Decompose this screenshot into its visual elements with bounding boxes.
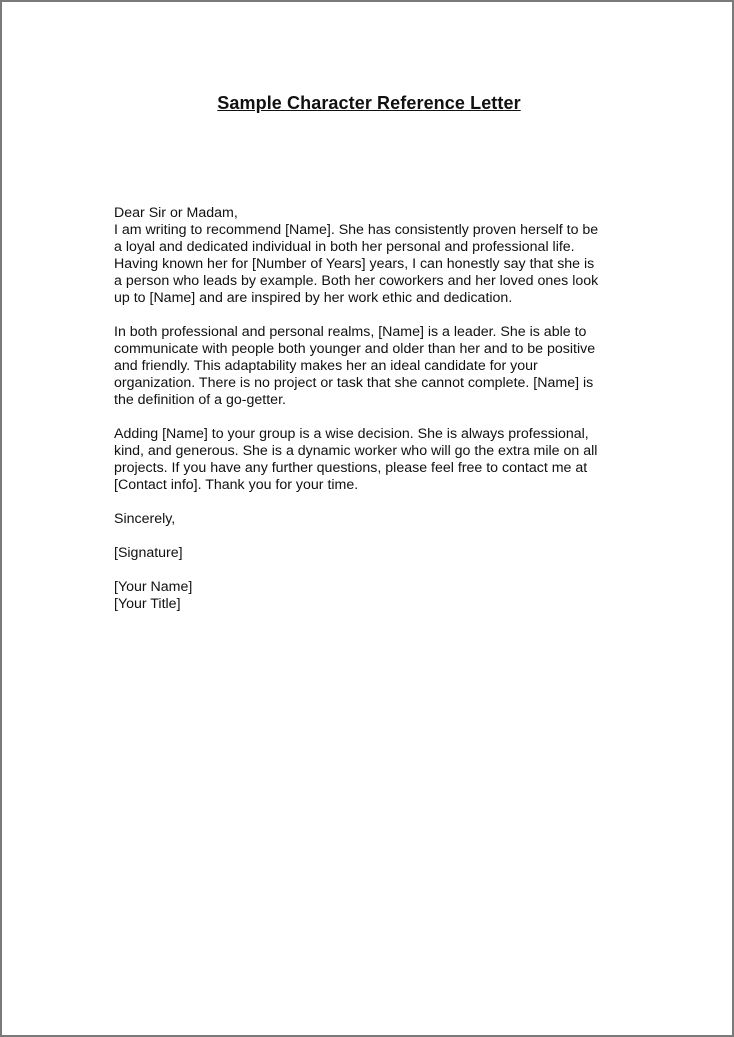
paragraph-leadership: In both professional and personal realms, [Name] is a leader. She is able to communicate with people both younger and older than her and to be positive and friendly. This adaptability makes her an ideal candidate for your organization. There is no project or task that she cannot complete. [Name] is the definition of a go-getter. <box>114 324 596 408</box>
your-title-placeholder: [Your Title] <box>114 596 181 612</box>
letter-body <box>114 205 624 613</box>
letter-title: Sample Character Reference Letter <box>217 93 521 113</box>
signature-placeholder: [Signature] <box>114 545 183 561</box>
closing: Sincerely, <box>114 511 176 527</box>
paragraph-conclusion: Adding [Name] to your group is a wise decision. She is always professional, kind, and generous. She is a dynamic worker who will go the extra mile on all projects. If you have any further questions, please feel free to contact me at [Contact info]. Thank you for your time. <box>114 426 598 493</box>
your-name-placeholder: [Your Name] <box>114 579 193 595</box>
salutation: Dear Sir or Madam, <box>114 205 238 221</box>
paragraph-recommendation: I am writing to recommend [Name]. She has consistently proven herself to be a loyal and dedicated individual in both her personal and professional life. Having known her for [Number of Years] years, I can honestly say that she is a person who leads by example. Both her coworkers and her loved ones look up to [Name] and are inspired by her work ethic and dedication. <box>114 222 599 306</box>
